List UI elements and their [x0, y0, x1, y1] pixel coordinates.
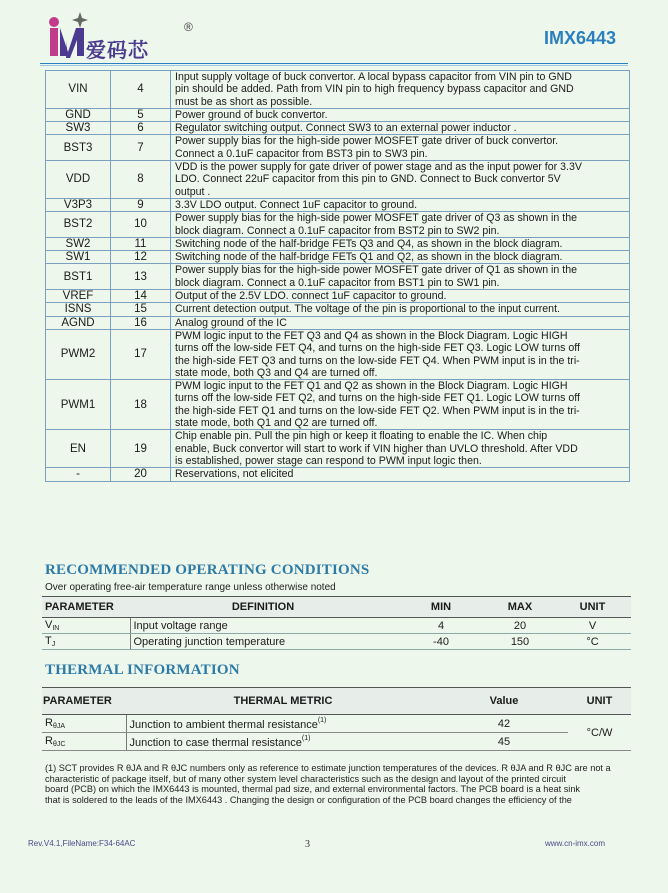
- pin-name-cell: VDD: [46, 161, 111, 199]
- page-number: 3: [305, 839, 310, 850]
- thermal-footnote: [45, 763, 625, 805]
- pin-name-cell: SW1: [46, 251, 111, 264]
- table-row: [46, 71, 630, 109]
- description-line: the high-side FET Q3 and turns on the low-side FET Q4. When PWM input is in the tri-: [175, 354, 580, 367]
- description-line: Switching node of the half-bridge FETs Q1 and Q2, as shown in the block diagram.: [175, 251, 563, 264]
- header-unit: UNIT: [554, 597, 631, 618]
- table-row: [42, 715, 631, 733]
- description-line: Chip enable pin. Pull the pin high or keep it floating to enable the IC. When chip: [175, 430, 548, 443]
- parameter-symbol: $R_{\theta JC}$: [42, 733, 126, 751]
- description-line: state mode, both Q1 and Q2 are turned off.: [175, 417, 378, 430]
- unit-cell: V: [554, 618, 631, 634]
- pin-name-cell: VREF: [46, 290, 111, 303]
- description-line: turns off the low-side FET Q2, and turns on the high-side FET Q1. Logic LOW turns off: [175, 392, 580, 405]
- pin-number-cell: 13: [111, 264, 171, 290]
- table-row: [46, 430, 630, 468]
- parameter-symbol: $T_J$: [42, 634, 130, 650]
- max-cell: 150: [486, 634, 554, 650]
- pin-description-cell: [171, 237, 630, 250]
- description-line: 3.3V LDO output. Connect 1uF capacitor to ground.: [175, 198, 418, 211]
- description-line: Analog ground of the IC: [175, 316, 287, 329]
- footnote-line: characteristic of package itself, but of many other system level characteristics such as the design and layout of the printed circuit: [45, 773, 566, 784]
- description-line: output .: [175, 185, 211, 198]
- header-unit: UNIT: [568, 688, 631, 715]
- definition-cell: Operating junction temperature: [130, 634, 396, 650]
- pin-name-cell: ISNS: [46, 303, 111, 316]
- description-line: Reservations, not elicited: [175, 468, 294, 481]
- recommended-conditions-title: RECOMMENDED OPERATING CONDITIONS: [45, 562, 370, 578]
- header-min: MIN: [396, 597, 486, 618]
- table-row: [46, 135, 630, 161]
- description-line: Output of the 2.5V LDO. connect 1uF capacitor to ground.: [175, 290, 447, 303]
- description-line: Power supply bias for the high-side power MOSFET gate driver of Q3 as shown in the: [175, 212, 577, 225]
- thermal-information-title: THERMAL INFORMATION: [45, 662, 240, 678]
- description-line: LDO. Connect 22uF capacitor from this pin to GND. Connect to Buck convertor 5V: [175, 173, 561, 186]
- thermal-information-table: [42, 687, 631, 751]
- pin-name-cell: EN: [46, 430, 111, 468]
- footer-website: www.cn-imx.com: [545, 839, 606, 848]
- description-line: is established, power stage can respond to PWM input logic then.: [175, 454, 482, 467]
- value-cell: 42: [440, 715, 568, 733]
- description-line: Connect a 0.1uF capacitor from BST3 pin to SW3 pin.: [175, 147, 428, 160]
- pin-number-cell: 11: [111, 237, 171, 250]
- pin-description-cell: [171, 198, 630, 211]
- table-row: [46, 161, 630, 199]
- pin-description-table: [45, 70, 630, 482]
- min-cell: -40: [396, 634, 486, 650]
- pin-name-cell: SW2: [46, 237, 111, 250]
- pin-description-cell: [171, 290, 630, 303]
- pin-description-cell: [171, 430, 630, 468]
- unit-cell: °C: [554, 634, 631, 650]
- table-row: [46, 198, 630, 211]
- description-line: Input supply voltage of buck convertor. A local bypass capacitor from VIN pin to GND: [175, 71, 572, 83]
- header-max: MAX: [486, 597, 554, 618]
- document-title: IMX6443: [543, 28, 616, 48]
- description-line: the high-side FET Q1 and turns on the low-side FET Q2. When PWM input is in the tri-: [175, 404, 580, 417]
- description-line: block diagram. Connect a 0.1uF capacitor from BST1 pin to SW1 pin.: [175, 276, 500, 289]
- max-cell: 20: [486, 618, 554, 634]
- table-row: [46, 212, 630, 238]
- description-line: must be as short as possible.: [175, 95, 313, 108]
- pin-description-cell: [171, 303, 630, 316]
- pin-number-cell: 14: [111, 290, 171, 303]
- pin-number-cell: 12: [111, 251, 171, 264]
- description-line: Power supply bias for the high-side power MOSFET gate driver of buck convertor.: [175, 135, 559, 148]
- table-header-row: [42, 688, 631, 715]
- header-divider: [40, 63, 628, 64]
- pin-number-cell: 20: [111, 468, 171, 481]
- pin-description-cell: [171, 108, 630, 121]
- pin-name-cell: VIN: [46, 71, 111, 109]
- pin-description-cell: [171, 329, 630, 379]
- table-header-row: [42, 597, 631, 618]
- pin-name-cell: BST2: [46, 212, 111, 238]
- description-line: enable, Buck convertor will start to work if VIN higher than UVLO threshold. After VDD: [175, 442, 578, 455]
- value-cell: 45: [440, 733, 568, 751]
- table-row: [46, 380, 630, 430]
- pin-description-cell: [171, 380, 630, 430]
- header-thermal-metric: THERMAL METRIC: [126, 688, 440, 715]
- description-line: PWM logic input to the FET Q3 and Q4 as shown in the Block Diagram. Logic HIGH: [175, 329, 568, 342]
- description-line: turns off the low-side FET Q4, and turns on the high-side FET Q3. Logic LOW turns off: [175, 342, 580, 355]
- pin-number-cell: 8: [111, 161, 171, 199]
- pin-name-cell: BST3: [46, 135, 111, 161]
- pin-name-cell: V3P3: [46, 198, 111, 211]
- pin-number-cell: 19: [111, 430, 171, 468]
- pin-number-cell: 10: [111, 212, 171, 238]
- header-value: Value: [440, 688, 568, 715]
- table-row: [46, 329, 630, 379]
- definition-cell: Input voltage range: [130, 618, 396, 634]
- header-parameter: PARAMETER: [42, 597, 130, 618]
- header-divider-secondary: [40, 65, 628, 66]
- table-row: [42, 618, 631, 634]
- page-header: [0, 0, 668, 72]
- table-row: [46, 303, 630, 316]
- pin-number-cell: 6: [111, 122, 171, 135]
- parameter-symbol: $R_{\theta JA}$: [42, 715, 126, 733]
- pin-description-cell: [171, 316, 630, 329]
- table-row: [42, 634, 631, 650]
- pin-description-cell: [171, 212, 630, 238]
- table-row: [46, 264, 630, 290]
- pin-description-cell: [171, 71, 630, 109]
- pin-number-cell: 5: [111, 108, 171, 121]
- header-definition: DEFINITION: [130, 597, 396, 618]
- pin-number-cell: 16: [111, 316, 171, 329]
- header-parameter: PARAMETER: [42, 688, 126, 715]
- pin-description-cell: [171, 264, 630, 290]
- pin-name-cell: -: [46, 468, 111, 481]
- footer-revision: Rev.V4.1,FileName:F34-64AC: [28, 839, 136, 848]
- recommended-conditions-note: Over operating free-air temperature range unless otherwise noted: [45, 582, 336, 593]
- pin-name-cell: AGND: [46, 316, 111, 329]
- description-line: Regulator switching output. Connect SW3 to an external power inductor .: [175, 122, 517, 135]
- metric-cell: Junction to case thermal resistance$^{(1)}$: [126, 733, 440, 751]
- pin-description-cell: [171, 468, 630, 481]
- pin-description-cell: [171, 135, 630, 161]
- pin-name-cell: BST1: [46, 264, 111, 290]
- unit-cell: °C/W: [568, 715, 631, 751]
- description-line: Power ground of buck convertor.: [175, 108, 328, 121]
- description-line: Switching node of the half-bridge FETs Q3 and Q4, as shown in the block diagram.: [175, 237, 563, 250]
- pin-description-cell: [171, 161, 630, 199]
- pin-number-cell: 17: [111, 329, 171, 379]
- recommended-conditions-table: [42, 596, 631, 650]
- logo-text: 爱码芯: [86, 40, 149, 62]
- pin-description-cell: [171, 251, 630, 264]
- min-cell: 4: [396, 618, 486, 634]
- footnote-line: (1) SCT provides R θJA and R θJC numbers only as reference to estimate junction temperatures of the devices. R θJA and R θJC are not a: [45, 763, 611, 773]
- description-line: PWM logic input to the FET Q1 and Q2 as shown in the Block Diagram. Logic HIGH: [175, 380, 568, 393]
- parameter-symbol: $V_{IN}$: [42, 618, 130, 634]
- pin-number-cell: 9: [111, 198, 171, 211]
- table-row: [46, 122, 630, 135]
- pin-number-cell: 7: [111, 135, 171, 161]
- pin-description-cell: [171, 122, 630, 135]
- pin-name-cell: SW3: [46, 122, 111, 135]
- pin-number-cell: 4: [111, 71, 171, 109]
- table-row: [46, 316, 630, 329]
- table-row: [46, 251, 630, 264]
- pin-name-cell: PWM1: [46, 380, 111, 430]
- pin-number-cell: 15: [111, 303, 171, 316]
- metric-cell: Junction to ambient thermal resistance$^{(1)}$: [126, 715, 440, 733]
- pin-name-cell: PWM2: [46, 329, 111, 379]
- registered-mark: ®: [184, 20, 193, 34]
- pin-number-cell: 18: [111, 380, 171, 430]
- footnote-line: that is soldered to the leads of the IMX6443 . Changing the design or configuration of the PCB board changes the efficiency of the: [45, 794, 572, 805]
- description-line: pin should be added. Path from VIN pin to high frequency bypass capacitor and GND: [175, 83, 574, 96]
- table-row: [46, 108, 630, 121]
- table-row: [46, 468, 630, 481]
- description-line: state mode, both Q3 and Q4 are turned off.: [175, 366, 378, 379]
- footnote-line: board (PCB) on which the IMX6443 is mounted, thermal pad size, and external environmental factors. The PCB board is a heat sink: [45, 784, 581, 795]
- pin-name-cell: GND: [46, 108, 111, 121]
- description-line: block diagram. Connect a 0.1uF capacitor from BST2 pin to SW2 pin.: [175, 224, 500, 237]
- table-row: [42, 733, 631, 751]
- table-row: [46, 237, 630, 250]
- description-line: Power supply bias for the high-side power MOSFET gate driver of Q1 as shown in the: [175, 264, 577, 277]
- table-row: [46, 290, 630, 303]
- description-line: Current detection output. The voltage of the pin is proportional to the input current.: [175, 303, 560, 316]
- description-line: VDD is the power supply for gate driver of power stage and as the input power for 3.3V: [175, 161, 582, 174]
